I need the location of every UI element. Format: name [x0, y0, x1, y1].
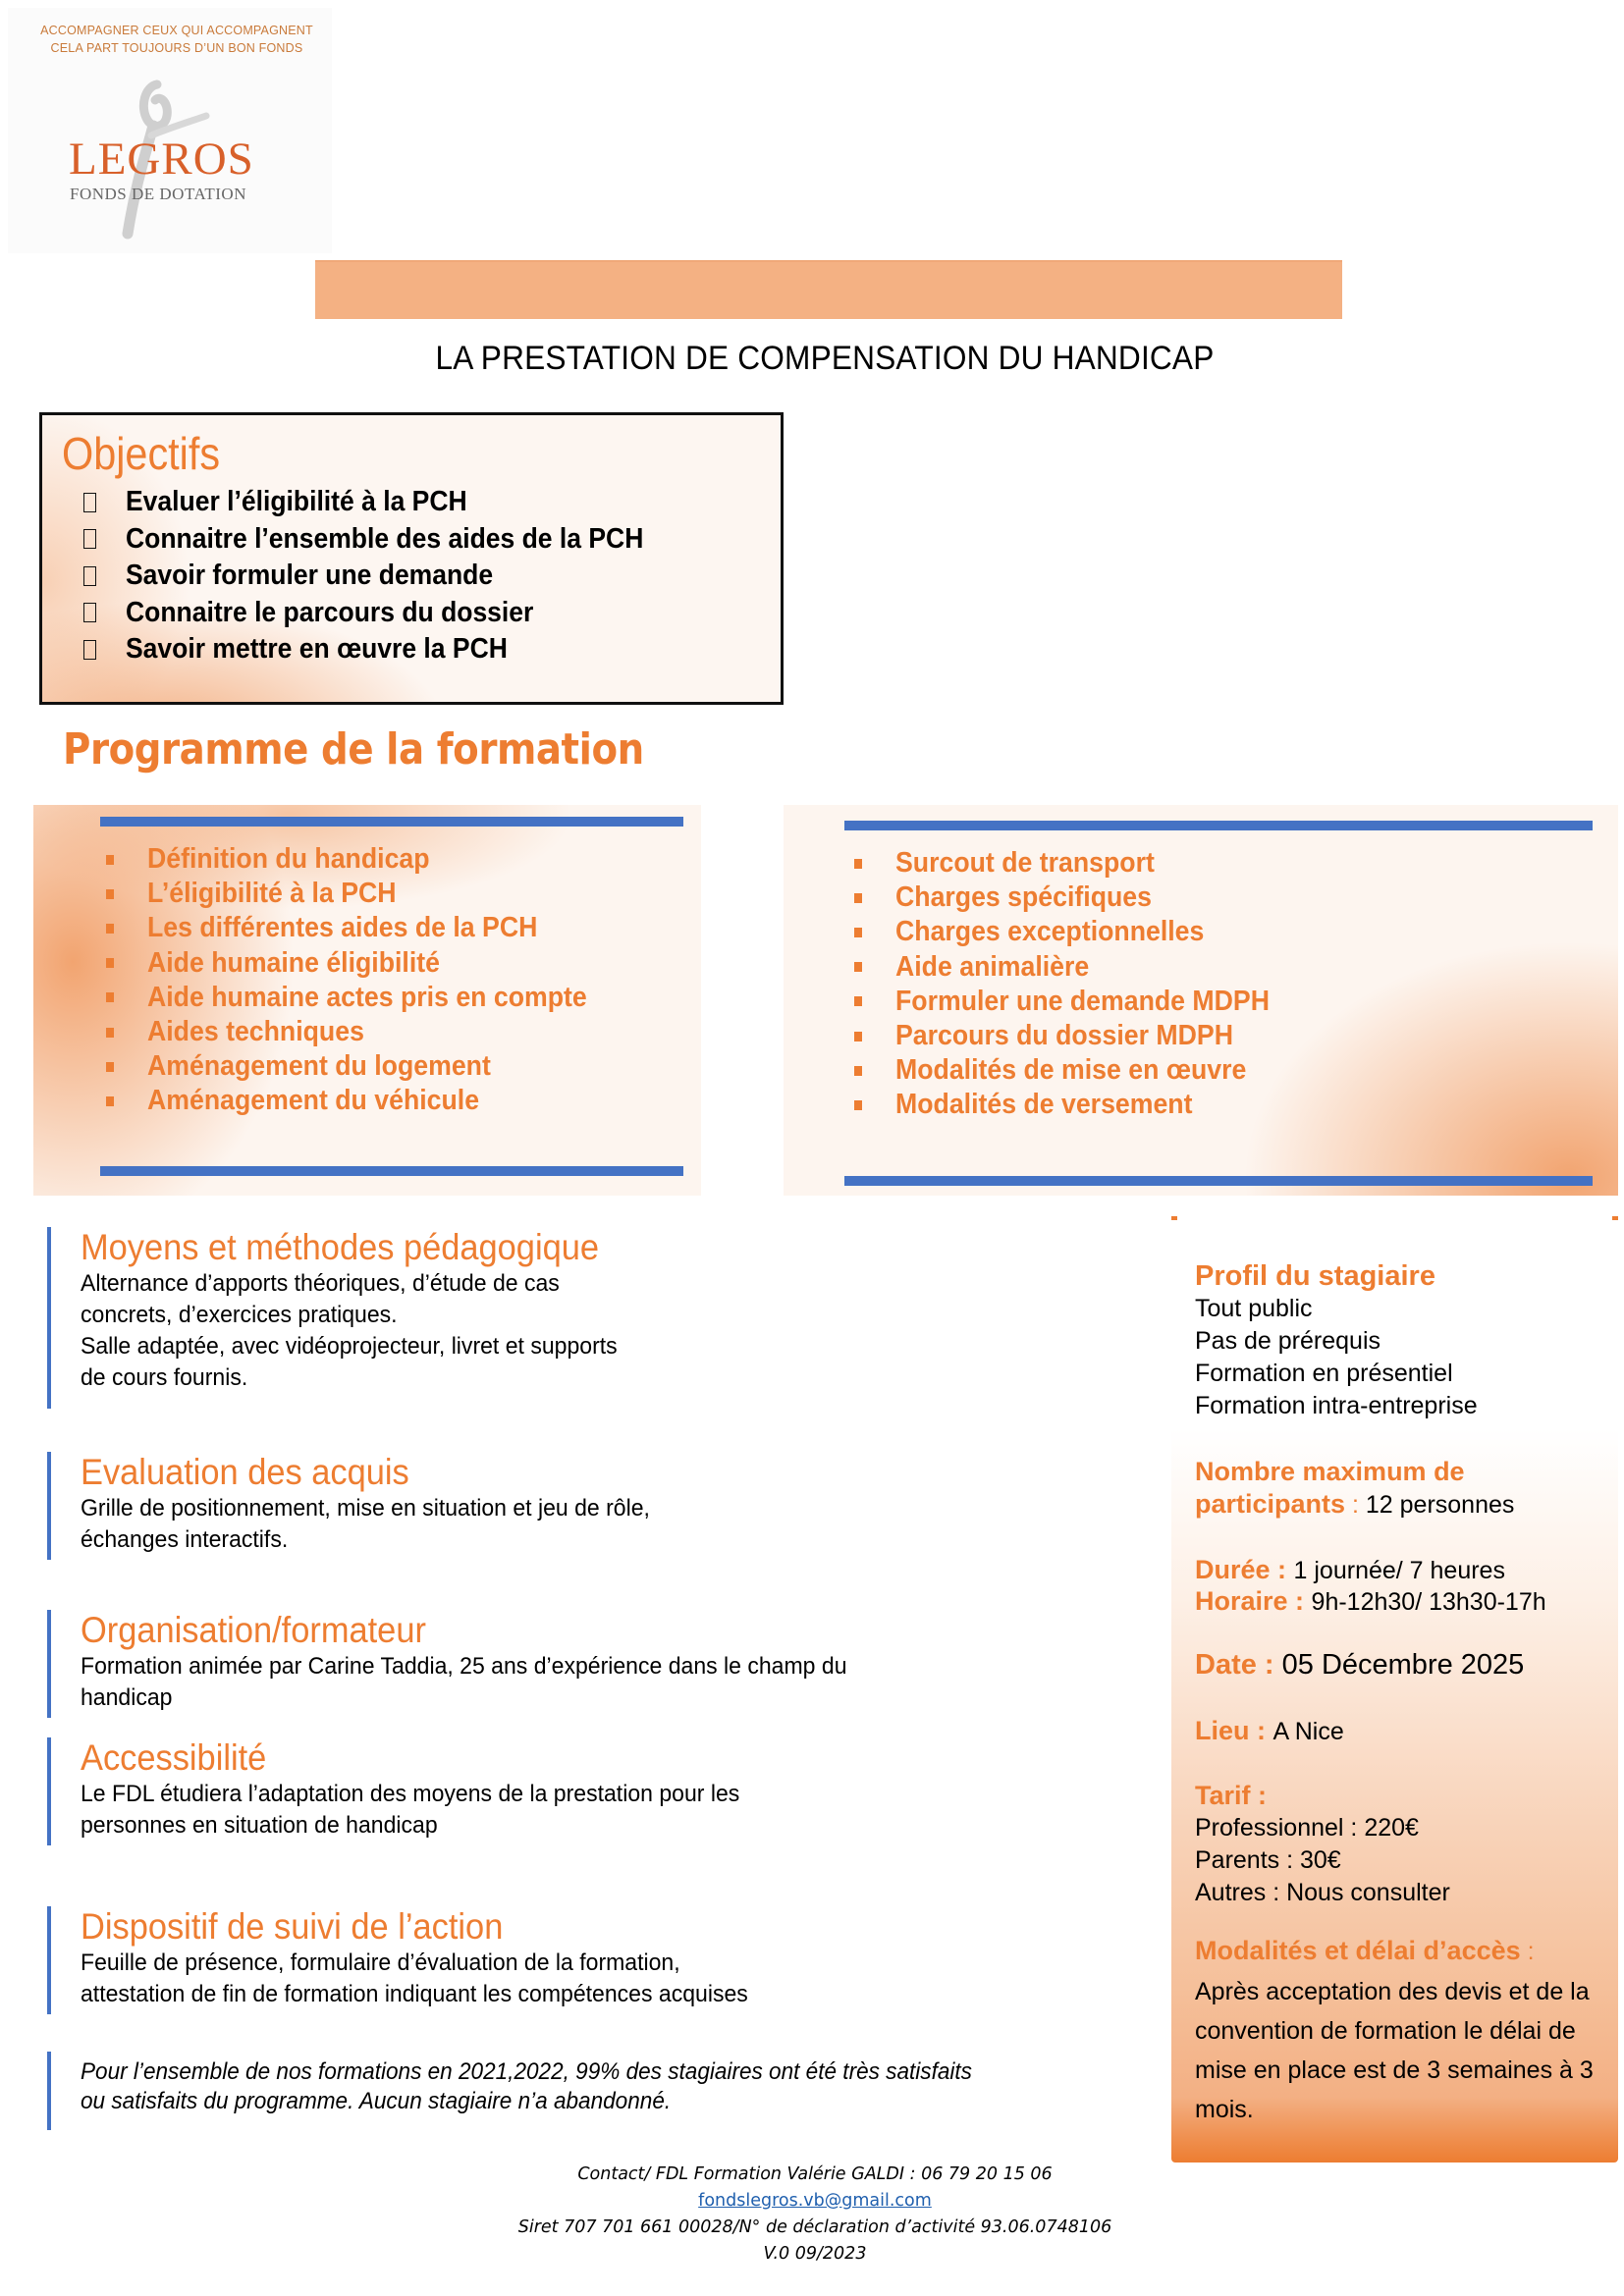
bullet-square-icon	[106, 1028, 114, 1038]
bullet-square-icon	[106, 1062, 114, 1072]
footer	[491, 2162, 1139, 2268]
footer-siret: Siret 707 701 661 00028/N° de déclaration d’activité 93.06.0748106	[517, 2217, 1112, 2237]
horaire-value: 9h-12h30/ 13h30-17h	[1311, 1588, 1546, 1616]
participants-value: 12 personnes	[1365, 1491, 1515, 1519]
date-row: Date : 05 Décembre 2025	[1195, 1649, 1525, 1681]
programme-right-list	[854, 846, 1302, 1123]
objectif-item: Connaitre l’ensemble des aides de la PCH	[83, 521, 682, 559]
logo-subtitle: FONDS DE DOTATION	[70, 185, 246, 203]
section-body: Formation animée par Carine Taddia, 25 ans d’expérience dans le champ du handicap	[81, 1653, 847, 1711]
bullet-square-icon	[106, 889, 114, 899]
bullet-square-icon	[854, 1100, 862, 1110]
section-title: Moyens et méthodes pédagogique	[81, 1227, 600, 1267]
footer-contact: Contact/ FDL Formation Valérie GALDI : 06 79 20 15 06	[577, 2164, 1053, 2184]
bullet-square-icon	[854, 1066, 862, 1076]
programme-left-list	[106, 842, 625, 1119]
objectif-item: Connaitre le parcours du dossier	[83, 595, 682, 632]
profil-item: Formation intra-entreprise	[1195, 1392, 1478, 1419]
programme-item: Aménagement du véhicule	[106, 1084, 625, 1118]
logo-tagline	[29, 22, 324, 57]
corner-mark	[1171, 1216, 1177, 1220]
section-satisfaction	[47, 2052, 1029, 2130]
programme-item: Modalités de versement	[854, 1088, 1302, 1122]
logo-name: LEGROS	[69, 133, 254, 185]
programme-item: Surcout de transport	[854, 846, 1302, 881]
section-title: Evaluation des acquis	[81, 1452, 409, 1492]
logo	[8, 8, 332, 253]
section-body: Le FDL étudiera l’adaptation des moyens de la prestation pour les personnes en situation de handicap	[81, 1781, 740, 1839]
section-body: Grille de positionnement, mise en situation et jeu de rôle, échanges interactifs.	[81, 1495, 650, 1553]
participants-label: Nombre maximum de	[1195, 1457, 1465, 1486]
modalites-body: Après acceptation des devis et de la convention de formation le délai de mise en place est de 3 semaines à 3 mois.	[1195, 1978, 1594, 2123]
programme-right-panel	[784, 805, 1618, 1196]
bullet-square-icon	[854, 1032, 862, 1041]
lieu-row: Lieu : A Nice	[1195, 1716, 1344, 1745]
section-title: Accessibilité	[81, 1737, 267, 1778]
programme-item: Aides techniques	[106, 1015, 625, 1049]
footer-email-link[interactable]: fondslegros.vb@gmail.com	[698, 2191, 932, 2211]
bullet-square-icon	[106, 1096, 114, 1106]
participants-row: participants : 12 personnes	[1195, 1489, 1515, 1519]
section-dispositif	[47, 1906, 790, 2014]
section-organisation	[47, 1610, 895, 1718]
section-evaluation	[47, 1452, 686, 1560]
section-title: Organisation/formateur	[81, 1610, 426, 1650]
objectifs-box	[39, 412, 784, 705]
checkbox-icon	[83, 640, 96, 660]
date-value: 05 Décembre 2025	[1281, 1649, 1525, 1681]
bullet-square-icon	[854, 928, 862, 937]
programme-item: Définition du handicap	[106, 842, 625, 877]
bullet-square-icon	[854, 962, 862, 972]
tarif-item: Professionnel : 220€	[1195, 1814, 1419, 1842]
info-content	[1195, 1259, 1607, 2129]
programme-item: L’éligibilité à la PCH	[106, 877, 625, 911]
bullet-square-icon	[854, 893, 862, 903]
objectifs-list	[83, 484, 682, 668]
profil-item: Tout public	[1195, 1295, 1313, 1322]
tarif-item: Autres : Nous consulter	[1195, 1879, 1450, 1906]
section-accessibilite	[47, 1737, 782, 1845]
blue-rule-top	[100, 817, 683, 827]
tarif-item: Parents : 30€	[1195, 1846, 1341, 1874]
bullet-square-icon	[106, 855, 114, 865]
corner-mark	[1612, 1216, 1618, 1220]
checkbox-icon	[83, 603, 96, 622]
blue-rule-bottom	[844, 1176, 1593, 1186]
blue-rule-top	[844, 821, 1593, 830]
bullet-square-icon	[106, 924, 114, 934]
page-title: LA PRESTATION DE COMPENSATION DU HANDICAP	[435, 340, 1215, 377]
checkbox-icon	[83, 493, 96, 512]
objectifs-heading: Objectifs	[62, 428, 221, 479]
bullet-square-icon	[106, 958, 114, 968]
programme-heading: Programme de la formation	[63, 724, 644, 774]
tagline-line-2: CELA PART TOUJOURS D’UN BON FONDS	[50, 41, 303, 55]
duree-value: 1 journée/ 7 heures	[1293, 1557, 1505, 1584]
checkbox-icon	[83, 529, 96, 549]
lieu-value: A Nice	[1272, 1718, 1344, 1745]
programme-item: Les différentes aides de la PCH	[106, 911, 625, 945]
info-panel	[1171, 1222, 1618, 2163]
objectif-item: Savoir mettre en œuvre la PCH	[83, 631, 682, 668]
bullet-square-icon	[106, 992, 114, 1002]
satisfaction-note: Pour l’ensemble de nos formations en 2021,2022, 99% des stagiaires ont été très satisfaits ou satisfaits du programme. Aucun stagiaire n’a abandonné.	[81, 2058, 972, 2114]
checkbox-icon	[83, 566, 96, 586]
tagline-line-1: ACCOMPAGNER CEUX QUI ACCOMPAGNENT	[40, 24, 313, 37]
programme-item: Aide humaine actes pris en compte	[106, 981, 625, 1015]
section-body: Feuille de présence, formulaire d’évaluation de la formation, attestation de fin de formation indiquant les compétences acquises	[81, 1949, 748, 2007]
modalites-heading-row: Modalités et délai d’accès :	[1195, 1936, 1535, 1965]
blue-rule-bottom	[100, 1166, 683, 1176]
profil-heading: Profil du stagiaire	[1195, 1260, 1435, 1292]
programme-item: Aide humaine éligibilité	[106, 946, 625, 981]
profil-item: Pas de prérequis	[1195, 1327, 1381, 1355]
programme-left-panel	[33, 805, 701, 1196]
section-body: Alternance d’apports théoriques, d’étude de cas concrets, d’exercices pratiques. Salle adaptée, avec vidéoprojecteur, livret et supports de cours fournis.	[81, 1270, 618, 1391]
programme-item: Aide animalière	[854, 950, 1302, 985]
programme-item: Aménagement du logement	[106, 1049, 625, 1084]
section-moyens	[47, 1227, 652, 1409]
title-band	[315, 260, 1342, 319]
duree-row: Durée : 1 journée/ 7 heures	[1195, 1555, 1505, 1584]
bullet-square-icon	[854, 996, 862, 1006]
objectif-item: Savoir formuler une demande	[83, 558, 682, 595]
objectif-item: Evaluer l’éligibilité à la PCH	[83, 484, 682, 521]
programme-item: Parcours du dossier MDPH	[854, 1019, 1302, 1053]
footer-version: V.0 09/2023	[763, 2244, 867, 2264]
profil-item: Formation en présentiel	[1195, 1360, 1453, 1387]
horaire-row: Horaire : 9h-12h30/ 13h30-17h	[1195, 1586, 1546, 1616]
programme-item: Modalités de mise en œuvre	[854, 1053, 1302, 1088]
tarif-heading: Tarif :	[1195, 1781, 1267, 1810]
section-title: Dispositif de suivi de l’action	[81, 1906, 504, 1947]
programme-item: Charges exceptionnelles	[854, 915, 1302, 949]
programme-item: Charges spécifiques	[854, 881, 1302, 915]
bullet-square-icon	[854, 859, 862, 869]
programme-item: Formuler une demande MDPH	[854, 985, 1302, 1019]
